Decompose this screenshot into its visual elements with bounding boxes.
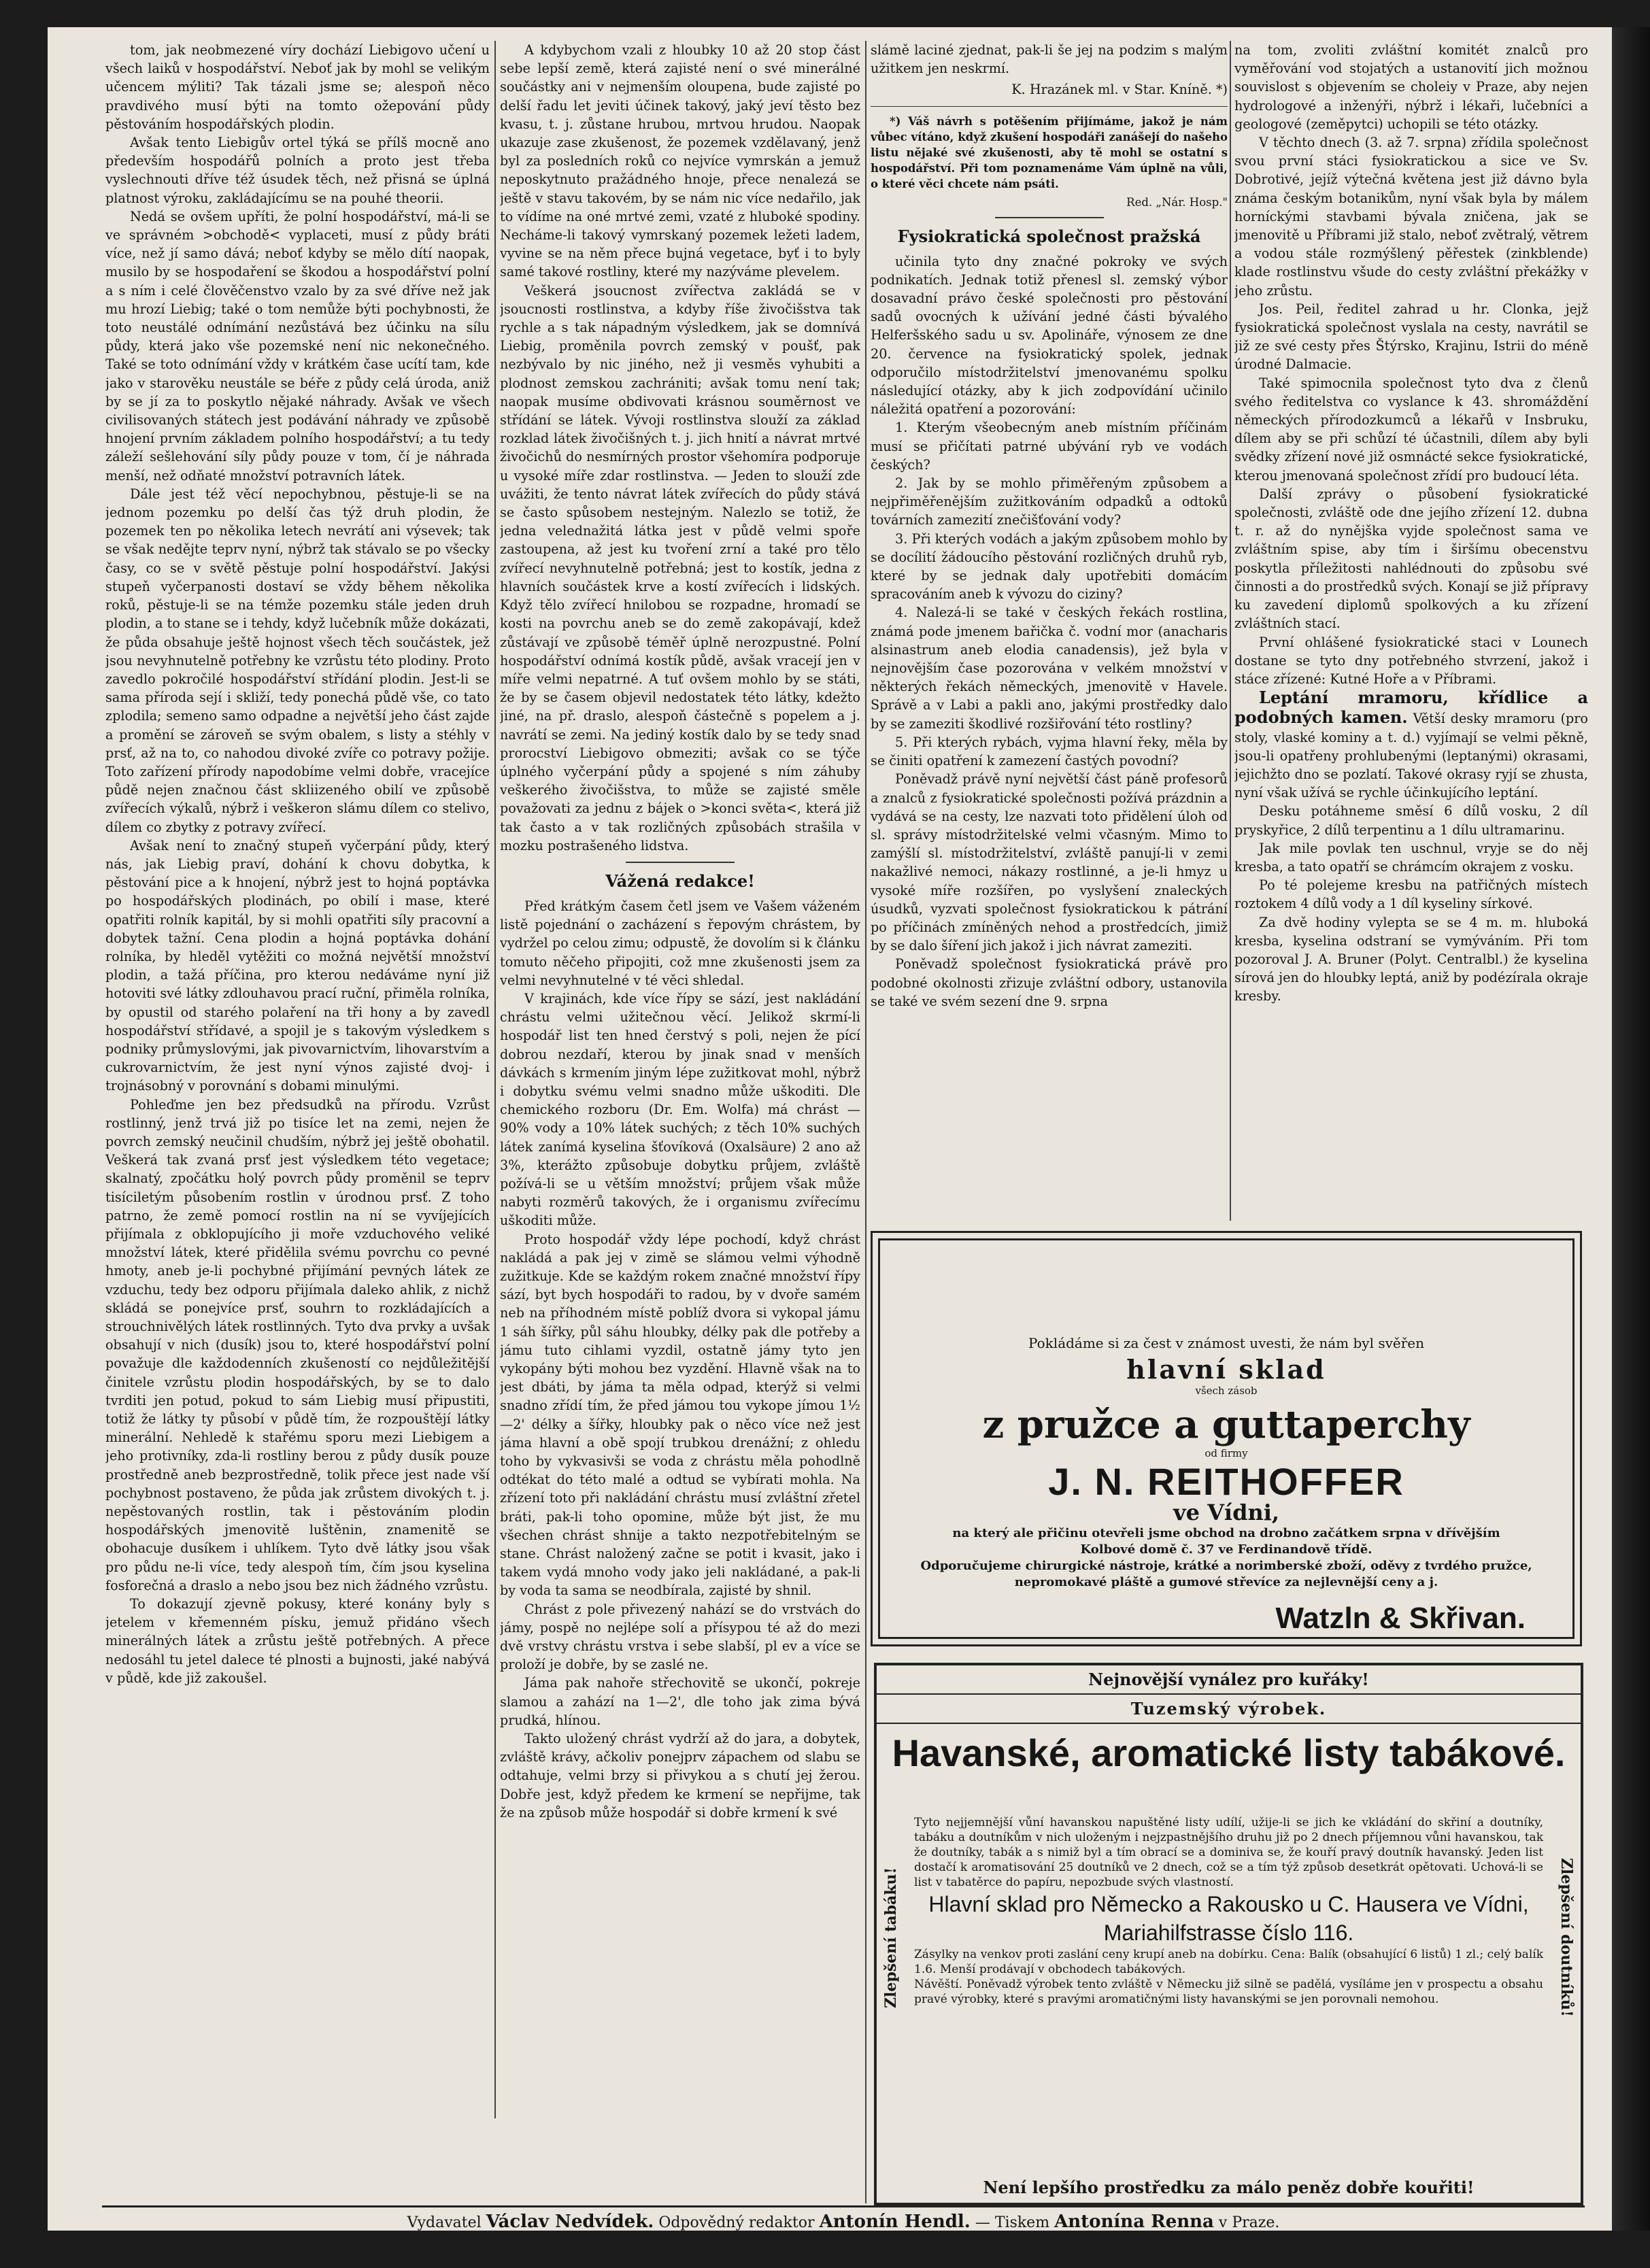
imprint-footer (102, 2212, 1585, 2232)
column-rule (494, 41, 496, 2118)
column-rule (1230, 41, 1231, 1221)
column-rule (865, 41, 866, 2203)
footer-rule (102, 2205, 1585, 2207)
ad-signature: Watzln & Skřivan. (1275, 1602, 1526, 1635)
footer-text: — Tiskem (975, 2214, 1050, 2231)
note-text: *) Váš návrh s potěšením přijímáme, jakož je nám vůbec vítáno, když zkušení hospodáři zanášejí do našeho listu nějaké své zkušenosti, aby tě mohl se ostatní s hospodářství. Při tom poznamenáme Vám úplně na vůli, o které věci chcete nám psáti. (871, 114, 1228, 190)
paragraph: Nedá se ovšem upříti, že polní hospodářství, má-li se ve správném >obchodě< vyplaceti, musí z půdy bráti více, než jí samo dává; neboť kdyby se mělo dítí naopak, musilo by se hospodaření se škodou a hospodářství polní a s ním i celé člověčenstvo vzalo by za své dříve než jak mu hrozí Liebig; také o tom nemůže býti pochybnosti, že toto neustálé odnímání nezůstává bez účinku na sílu půdy, která jako vše pozemské není nic nekonečného. Také se toto odnímání vždy v krátkém čase ucítí tam, kde jako v starověku neustále se béře z půdy celá úroda, aniž by se jí za to poskytlo nějaké náhrady. Avšak ve všech civilisovaných státech jest podávání náhrady ve způsobě hnojení prvním základem polního hospodářství; a tu tedy záleží sešlehování síly půdy pouze v tom, čí je náhrada menší, než odňaté množství potravních látek. (105, 208, 490, 484)
divider (871, 106, 1228, 107)
ad-bottom-line: Není lepšího prostředku za málo peněz dobře kouřiti! (983, 2178, 1475, 2197)
ad-firm-name: J. N. REITHOFFER (1048, 1460, 1404, 1503)
column-3 (871, 41, 1228, 1221)
ad-side-label: Zlepšení doutníků! (1558, 1858, 1575, 2017)
paragraph-text: Větší desky mramoru (pro stoly, vlaské kominy a t. d.) vyjímají se velmi pěkně, jsou-li opatřeny prohlubenými (leptanými) okrasami, jejichžto dno se pozlatí. Takové okrasy ryjí se zhusta, nyní však užívá se rychle účinkujícího leptání. (1234, 711, 1588, 801)
paragraph: Další zprávy o působení fysiokratické společnosti, zvláště ode dne jejího zřízení 12. dubna t. r. až do nynějška vyjde společnost sama ve zvláštním spise, aby tím i širšímu obecenstvu poskytla příležitosti nahlédnouti do způsobu své činnosti a do prostředků svých. Konají se již přípravy ku zavedení diplomů spolkových a ku zřízení zvláštních stací. (1234, 486, 1588, 632)
paragraph: Poněvadž právě nyní největší část páně profesorů a znalců z fysiokratické společnosti požívá prázdnin a vydává se na cesty, lze nazvati toto přidělení úloh od sl. správy místodržitelské velmi včasným. Mimo to zamýšlí sl. místodržitelství, zvláště panují-li v zemi nakažlivé nemoci, nákazy rostlinné, a je-li hmyz u vysoké míře rozšířen, po vyslyšení znaleckých úsudků, vyzvati společnost fysiokratickou k pátrání po příčinách zmíněných nehod a prostředcích, jimiž by se dalo šíření jich jakož i jich návrat zameziti. (871, 771, 1228, 954)
section-divider (626, 862, 735, 863)
note-signature: Red. „Nár. Hosp." (1126, 195, 1228, 209)
ad-rule (877, 1693, 1581, 1695)
ad-text: na který ale přičinu otevřeli jsme obchod na drobno začátkem srpna v dřívějším (952, 1526, 1500, 1540)
paragraph: Takto uložený chrást vydrží až do jara, a dobytek, zvláště krávy, ačkoliv ponejprv zápachem od slabu se odtahuje, velmi brzy si přivykou a s chutí jej žerou. Dobře jest, když předem ke krmení se nepřijme, tak že na způsob může hospodář si dobře krmení k své (500, 1731, 860, 1821)
column-2 (500, 41, 860, 2118)
paragraph: Dále jest též věcí nepochybnou, pěstuje-li se na jednom pozemku po delší čas týž druh plodin, že pozemek ten po několika letech nevrátí ani výsevek; tak se však nedějte teprv nyní, nýbrž tak stávalo se po všecky časy, co se v světě pěstuje polní hospodářství. Jakýsi stupeň vyčerpanosti dostaví se vždy během několika roků, pěstuje-li se na témže pozemku stále jeden druh plodin, a to stane se i tehdy, když lučebník může dokázati, že půda obsahuje ještě hojnost všech těch součástek, jež jsou nevyhnutelně potřebny ke vzrůstu této plodiny. Proto zavedlo pokročilé hospodářství střídání plodin. Jest-li se sama příroda sejí i skliží, tedy ponechá půdě vše, co tato zplodila; semeno samo odpadne a největší jeho část zajde a promění se zároveň se svým obalem, s listy a stéhly v prsť, až na to, co nahodou divoké zvíře co potravy požije. Toto zařízení přírody napodobíme velmi dobře, vracejíce půdě nejen značnou část skliizeného obilí ve způsobě zvířecích výkalů, nýbrž i veškeron slámu dílem co stelivo, dílem co zbytky z potravy zvířecí. (105, 486, 490, 835)
ad-rule (877, 1723, 1581, 1724)
paragraph: A kdybychom vzali z hloubky 10 až 20 stop část sebe lepší země, která zajisté není o své minerálné součástky ani v nejmenším oloupena, bude zajisté po delší řadu let jeviti účinek takový, jaký jeví těsto bez kvasu, t. j. zůstane hrubou, mrtvou hrudou. Naopak ukazuje zase zkušenost, že pozemek vzdělavaný, jenž byl za posledních roků co nejvíce vymrskán a jemuž neposkytnuto pražádného hnoje, přece nenalezá se ještě v stavu takovém, by se nám nic více nedařilo, jak to vídíme na oné mrtvé zemi, vzaté z hluboké spodiny. Necháme-li takový vymrskaný pozemek ležeti ladem, vyvine se na něm přece bujná vegetace, byť i to byly samé takové rostliny, které my nazýváme plevelem. (500, 42, 860, 280)
paragraph: na tom, zvoliti zvláštní komitét znalců pro vyměřování vod stojatých a ustanovití jich možnou souvislost s objevením se choleiy v Praze, aby nejen hydrologové a inženýři, nýbrž i lékaři, lučebníci a geologové (zeměpytci) uchopili se této otázky. (1234, 42, 1588, 132)
column-1 (105, 41, 490, 2118)
ad-headline: z pružce a guttaperchy (982, 1402, 1470, 1447)
paragraph: Proto hospodář vždy lépe pochodí, když chrást nakládá a pak jej v zimě se slámou velmi výhodně zužitkuje. Kde se každým rokem značné množství řípy sází, byt bych hospodáři to radou, by v dvoře samém neb na příhodném místě poblíž dvora si vykopal jámu 1 sáh šířky, půl sáhu hloubky, délky pak dle potřeby a jámu tuto cihlami vyzdil, ostatně jámy tyto jen vykopány býti mohou bez vyzdění. Hlavně však na to jest dbáti, by jáma ta měla odpad, kterýž si velmi snadno zřídí tím, že před jámou tou vykope jímou 1½—2' délky a šířky, hloubky pak o něco více než jest jáma hlavní a obě spojí trubkou drenážní; z ohledu toho by vykvasivši se voda z chrástu měla pohodlně odtékat do této malé a odtud se vybírati mohla. Na zřízení toto při nakládání chrástu musí zvláštní zřetel bráti, pak-li toho opomine, může být jist, že mu všechen chrást shnije a takto nezpotřebitelným se stane. Chrást naložený začne se potit i kvasit, jako i takem vydá mnoho vody jako jeli nakládané, a pak-li by voda ta sama se neodbírala, zajisté by shnil. (500, 1231, 860, 1599)
paragraph: Veškerá jsoucnost zvířectva zakládá se v jsoucnosti rostlinstva, a kdyby říše živočišstva tak rychle a s tak nápadným výsledkem, jak se domnívá Liebig, proměnila povrch zemský v poušť, pak nezbývalo by nic jiného, než ji vesměs vyhubiti a plodnost zemskou zachrániti; avšak tomu není tak; naopak musíme obdivovati krásnou souměrnost ve střídání se látek. Vývoji rostlinstva slouží za základ rozklad látek živočišných t. j. jich hnití a návrat mrtvé živočichů do nesmírných prostor všehomíra podporuje u vysoké míře zdar rostlinstva. — Jeden to slouží zde uvážiti, že tento návrat látek zvířecích do půdy stává se často spůsobem nestejným. Nalezlo se totiž, že jedna velednažitá látka jest v půdě velmi spoře zastoupena, až jest ku tvoření zrní a také pro tělo zvířecí nevyhnutelně potřebná; jest to kostík, jedna z hlavních součástek krve a kostí zvířecích i lidských. Když tělo zvířecí hnilobou se rozpadne, hromadí se kosti na povrchu aneb se do země zakopávají, kdež zůstávají ve způsobě téměř úplně nerozpustné. Polní hospodářství odnímá kostík půdě, avšak vracejí jen v míře velmi nepatrné. A tuť ovšem mohlo by se státi, že by se časem objevil nedostatek této látky, kdežto jiné, na př. draslo, alespoň částečně s popelem a j. navrátí se zemi. Na jediný kostík dalo by se tedy snad prorocství Liebigovo obmeziti; avšak co se týče úplného vyčerpání půdy a spojené s ním záhuby veškerého živočišstva, to může se zajisté směle považovati za jednu z bájek o >konci světa<, která již tak často a v tak rozličných způsobách strašila v mozku postrašeného lidstva. (500, 282, 860, 853)
paragraph: Desku potáhneme směsí 6 dílů vosku, 2 díl pryskyřice, 2 dílů terpentinu a 1 dílu ultramarinu. (1234, 803, 1588, 838)
paragraph: Jak mile povlak ten uschnul, vryje se do něj kresba, a tato opatří se chrámcím okrajem z vosku. (1234, 840, 1588, 875)
advertisement-reithoffer (871, 1231, 1582, 1646)
ad-top-line: Nejnovější vynález pro kuřáky! (1088, 1670, 1369, 1689)
paragraph: tom, jak neobmezené víry dochází Liebigovo učení u všech laiků v hospodářství. Neboť jak by mohl se velikým učencem mýliti? Tak tázali jsme se; alespoň něco pravdivého musí býti na tomto ožepování půdy pěstováním hospodářských plodin. (105, 42, 490, 132)
paragraph: učinila tyto dny značné pokroky ve svých podnikatích. Jednak totiž přenesl sl. zemský výbor dosavadní právo české společnosti pro pěstování sadů ovocných k užívání jedné části bývalého Helferšského sadu u sv. Apolináře, výnosem ze dne 20. července na fysiokratický spolek, jednak odporučilo místodržitelství jmenovanému spolku následující otázky, aby k jich zodpovídání učinilo náležitá opatření a pozorování: (871, 253, 1228, 418)
paragraph: Jos. Peil, ředitel zahrad u hr. Clonka, jejž fysiokratická společnost vyslala na cesty, navrátil se již ze své cesty přes Štýrsko, Krajinu, Istrii do méně úrodné Dalmacie. (1234, 301, 1588, 373)
paragraph: 3. Při kterých vodách a jakým způsobem mohlo by se docílití žádoucího pěstování rozličných druhů ryb, které by se jednak daly upotřebiti domácím spracováním aneb k vývozu do ciziny? (871, 530, 1228, 603)
ad-text: všech zásob (1195, 1385, 1258, 1397)
editor-name: Antonín Hendl. (819, 2212, 971, 2232)
footer-text: v Praze. (1218, 2214, 1280, 2231)
ad-body (914, 1815, 1543, 2007)
paragraph: slámě laciné zjednat, pak-li še jej na podzim s malým užitkem jen neskrmí. (871, 42, 1228, 77)
advertisement-tobacco (874, 1663, 1583, 2205)
footer-text: Vydavatel (407, 2214, 482, 2231)
paragraph: To dokazují zjevně pokusy, které konány byly s jetelem v křemenném písku, jemuž přidáno všech minerálných látek a zrůstu ještě potřebných. A přece nedosáhl tu jetel dalece té plnosti a bujnosti, jaké nabývá v půdě, kde již zakoušel. (105, 1596, 490, 1686)
paragraph: Po té polejeme kresbu na patřičných místech roztokem 4 dílů vody a 1 díl kyseliny sírkové. (1234, 877, 1588, 912)
ad-text: Zásylky na venkov proti zaslání ceny krupí aneb na dobírku. Cena: Balík (obsahující 6 listů) 1 zl.; celý balík 1.6. Menší prodávají v obchodech tabákových. (914, 1948, 1543, 1976)
letter-signature: K. Hrazánek ml. v Star. Kníně. *) (1011, 82, 1228, 98)
section-heading: Fysiokratická společnost pražská (897, 226, 1201, 246)
paragraph: Za dvě hodiny vylepta se se 4 m. m. hluboká kresba, kyselina odstraní se vymýváním. Při tom pozoroval J. A. Bruner (Polyt. Centralbl.) že kyselina sírová jen do hloubky leptá, aniž by podézírala okraje kresby. (1234, 914, 1588, 1004)
section-heading: Vážená redakce! (605, 870, 755, 891)
paragraph: Avšak není to značný stupeň vyčerpání půdy, který nás, jak Liebig praví, dohání k chovu dobytka, k pěstování pice a k hnojení, nýbrž jest to hojná poptávka po hospodářských plodinách, po obilí i mase, které opatřiti rolník kapitál, by si mohli opatřiti síly pracovní a dobytek tažní. Cena plodin a hojná poptávka dohání rolníka, by hleděl vytěžiti co možná největší množství plodin, a tažá příčina, pro kterou nedáváme nyní již hotoviti své látky zdlouhavou prací ruční, přiměla rolníka, by opustil od starého polaření na tři hony a by zavedl hospodářství střídavé, a spojil je s takovým výsledkem s podniky průmyslovými, jak pivovarnictvím, lihovarstvím a cukrovarnictvím, že jest nyní výnos zajisté dvoj- i trojnásobný v porovnání s dobami minulými. (105, 837, 490, 1094)
paragraph (1234, 688, 1588, 802)
ad-headline: hlavní sklad (1126, 1354, 1326, 1385)
paragraph: Také spimocnila společnost tyto dva z členů svého ředitelstva co vyslance k 43. shromáždění německých přírodozkumců a lékařů v Insbruku, dílem aby se při schůzí té účastnili, dílem aby byli svědky zřízení nové již osmnácté sekce fysiokratické, kterou jmenovaná společnost zřídí pro budoucí léta. (1234, 375, 1588, 484)
ad-product-line: Tuzemský výrobek. (1130, 1699, 1327, 1719)
paragraph: 1. Kterým všeobecným aneb místním příčinám musí se přičítati patrné ubývání ryb ve vodách českých? (871, 420, 1228, 473)
section-divider (995, 217, 1104, 218)
paragraph: Před krátkým časem četl jsem ve Vašem váženém listě pojednání o zacházení s řepovým chrástem, by vydržel po celou zimu; odpustě, že dovolím si k článku tomuto něčeho připojiti, což mne zkušenosti jsem za velmi nevyhnutelné v té věci shledal. (500, 898, 860, 988)
ad-text: Tyto nejjemnější vůní havanskou napuštěné listy udílí, užije-li se jich ke vkládání do skřiní a doutníky, tabáku a doutníkům v nich uloženým i nejzpastnějšího druhu již po 2 dnech příjemnou vůni havanskou, tak že doutníky, tabák a s nimiž byl a tím obrací se a dominiva se, že kouří pravý doutník havanský. Jeden list dostačí k aromatisování 25 doutníků ve 2 dnech, což se a tím týž způsob desetkrát opětovati. Uchová-li se list v tabatěrce do papíru, nepozbude svých vlastností. (914, 1816, 1543, 1889)
paragraph: 5. Při kterých rybách, vyjma hlavní řeky, měla by se činiti opatření k zamezení častých povodní? (871, 734, 1228, 769)
paragraph: Pohleďme jen bez předsudků na přírodu. Vzrůst rostlinný, jenž trvá již po tisíce let na zemi, nejen že povrch zemský neučinil chudším, nýbrž jej ještě obohatil. Veškerá tak zvaná prsť jest výsledkem této vegetace; skalnatý, zpočátku holý povrch půdy proměnil se teprv tisíciletým působením rostlin v úrodnou prsť. Z toho patrno, že země pomocí rostlin na ní se vyvíjejících přijímala z obklopujícího ji moře vzduchového veliké množství látek, které přidělila svému povrchu co pevné hmoty, aneb je-li pochybné přijímání pevných látek ze vzduchu, tedy bez odporu přijímala daleko ahlik, z nichž skládá se ponejvíce prsť, souhrn to rozkládajících a strouchnivělých látek rostlinných. Tyto dva prvky a uvšak obsahují v nich (dusík) jsou to, které hospodářství polní považuje dle každodenních zkušeností co nejdůležitější činitele vzrůstu plodin hospodářských, by se to dalo tvrditi jen potud, pokud to sám Liebig musí připustiti, totiž že látky ty působí v půdě tím, že rozpouštějí látky minerální. Nehledě k stařému sporu mezi Liebigem a jeho protivníky, zda-li rostliny berou z půdy dusík pouze prostředně aneb bezprostředně, tolik přece jest nade vší pochybnost postaveno, že půda jak zrůstem divokých t. j. nepěstovaných rostlin, tak i pěstováním plodin hospodářských jmenovitě luštěnin, znamenitě se obohacuje dusíkem i uhlíkem. Tyto dvě látky jsou však pro půdu ne-li více, tedy alespoň tím, čím jsou kyselina fosforečná a draslo a nebo jsou bez nich žádného vzrůstu. (105, 1096, 490, 1593)
ad-product-name: Havanské, aromatické listy tabákové. (892, 1731, 1566, 1774)
paragraph: Poněvadž společnost fysiokratická právě pro podobné okolnosti zřizuje zvláštní odbory, ustanovila se také ve svém sezení dne 9. srpna (871, 956, 1228, 1009)
ad-text: Kolbové domě č. 37 ve Ferdinandově třídě. (1080, 1542, 1373, 1557)
printer-name: Antonína Renna (1054, 2212, 1214, 2232)
ad-city: ve Vídni, (1173, 1500, 1279, 1525)
scan-margin (1612, 27, 1650, 2231)
ad-intro: Pokládáme si za čest v známost uvesti, že nám byl svěřen (1028, 1335, 1425, 1351)
publisher-name: Václav Nedvídek. (486, 2212, 654, 2232)
paragraph: Chrást z pole přivezený nahází se do vrstvách do jámy, pospě no nejlépe solí a přísypou té až do mezi dvě vrstvy chrástu vrstva i sebe slabší, pl ev a více se proloží je dobře, by se zaslé ne. (500, 1601, 860, 1673)
paragraph: Avšak tento Liebigův ortel týká se přílš mocně ano především hospodářů polních a proto jest třeba vyslechnouti dříve též úsudek těch, než přisná se úplná platnost výroku, zakládajícímu se na pouhé theorii. (105, 135, 490, 206)
paragraph: 2. Jak by se mohlo přiměřeným způsobem a nejpřiměřenějším zužitkováním odpadků a odtoků továrních zamezití znečišťování vody? (871, 475, 1228, 528)
paragraph: V krajinách, kde více řípy se sází, jest nakládání chrástu velmi užitečnou věcí. Jelikož skrmí-li hospodář list ten hned čerstvý s poli, nejen že pící dobrou nezdaří, kterou by jinak snad v menších dávkách s krmením jiným lépe zužitkovat mohl, nýbrž i dobytku svému velmi snadno může uškoditi. Dle chemického rozboru (Dr. Em. Wolfa) má chrást — 90% vody a 10% látek suchých; z těch 10% suchých látek zanímá kyselina šťovíková (Oxalsäure) 2 ano až 3%, kterážto způsobuje dobytku průjem, zvláště požívá-li se u větším množství; průjem však může nabyti rozměrů takových, že i organismu zvířecímu uškoditi může. (500, 990, 860, 1229)
ad-text: Odporučujeme chirurgické nástroje, krátké a norimberské zboží, oděvy z tvrdého pružce, nepromokavé pláště a gumové střevíce za nejlevnější ceny a j. (920, 1559, 1532, 1589)
editor-note (871, 114, 1228, 210)
footer-text: Odpovědný redaktor (658, 2214, 815, 2231)
ad-text: od firmy (1205, 1447, 1248, 1459)
paragraph: Jáma pak nahoře střechovitě se ukončí, pokreje slamou a zahází na 1—2', dle toho jak zima bývá prudká, hlínou. (500, 1675, 860, 1728)
ad-side-label: Zlepšení tabáku! (882, 1867, 900, 2008)
column-4 (1234, 41, 1588, 1221)
paragraph: První ohlášené fysiokratické staci v Lounech dostane se tyto dny potřebného stvrzení, jakož i stáce zřízené: Kutné Hoře a v Příbrami. (1234, 634, 1588, 687)
ad-text: Návěští. Poněvadž výrobek tento zvláště v Německu již silně se padělá, vysíláme jen v prospectu a obsahu pravé výrobky, které s pravými aromatičnými listy havanskými se jen porovnali nemohou. (914, 1978, 1543, 2006)
paragraph: V těchto dnech (3. až 7. srpna) zřídila společnost svou první stáci fysiokratickou a sice ve Sv. Dobrotivé, jejíž výtečná květena jest již dávno byla známa českým botanikům, nyní však byla by málem horníckými stavbami bývala zničena, jak se jmenovitě u Příbrami již stalo, neboť zvětralý, větrem a vodou stále rozmýšlený pěřestek (zinkblende) klade rostlinstvu všude do cesty zvláštní překážky v jeho zrůstu. (1234, 135, 1588, 299)
ad-address: Hlavní sklad pro Německo a Rakousko u C. Hausera ve Vídni, Mariahilfstrasse číslo 116. (928, 1892, 1529, 1945)
paragraph: 4. Nalezá-li se také v českých řekách rostlina, známá pode jmenem bařička č. vodní mor (anacharis alsinastrum aneb elodia canadensis), jež byla v nejnovějším čase pozorována v velkém množství v některých řekách německých, jmenovitě v Havele. Správě a v Labi a pakli ano, jakými prostředky dalo by se zameziti škodlivé rozšiřování této rostliny? (871, 605, 1228, 732)
run-in-heading: Leptání mramoru, křídlice a podobných kamen. (1234, 688, 1588, 728)
